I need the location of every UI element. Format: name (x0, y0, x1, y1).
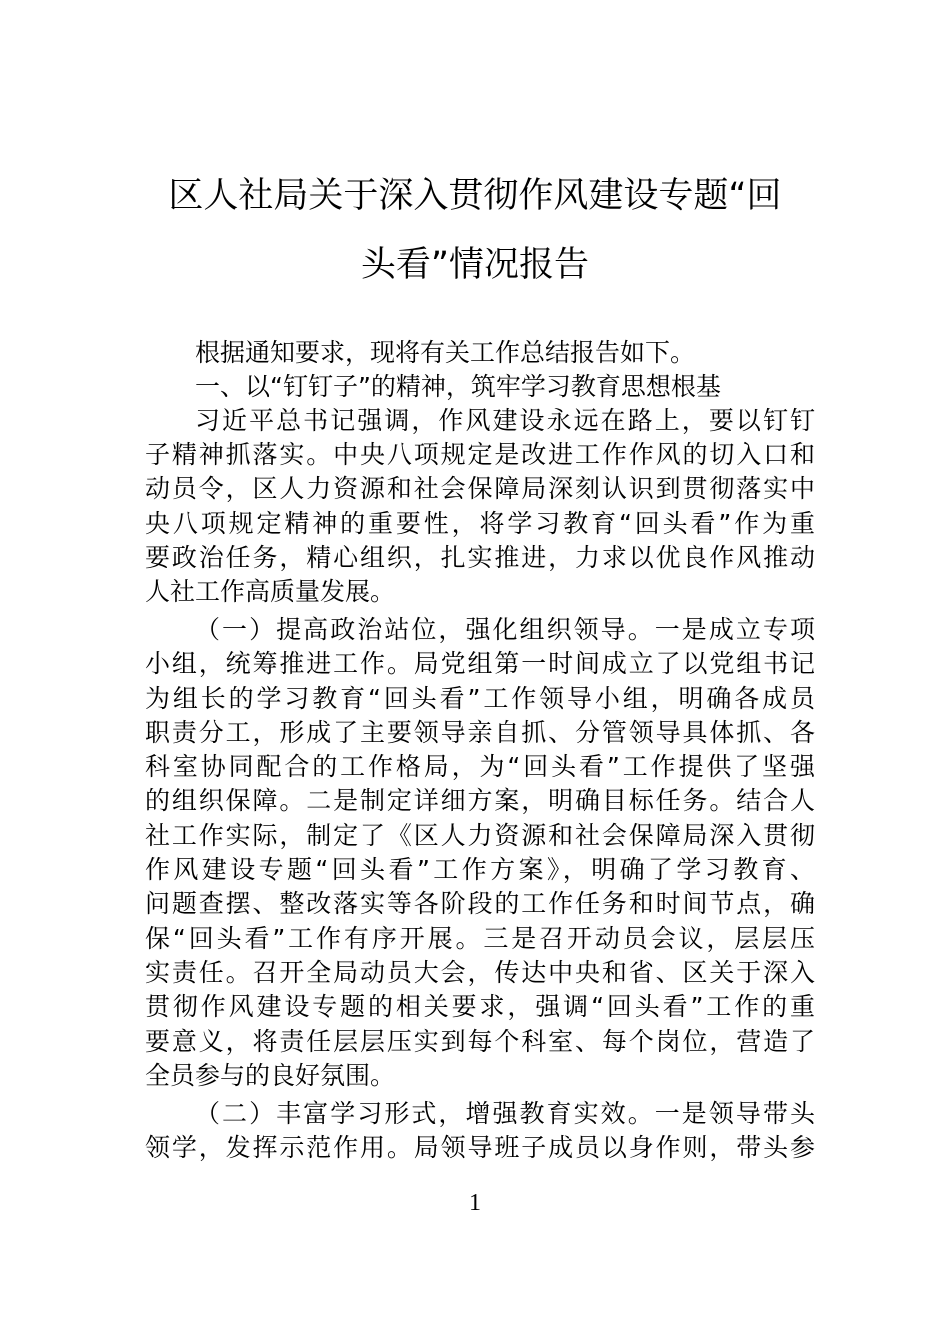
body-line: 小组，统筹推进工作。局党组第一时间成立了以党组书记 (145, 649, 815, 678)
document-title-line-1: 区人社局关于深入贯彻作风建设专题“回 (168, 176, 782, 216)
body-line: 要政治任务，精心组织，扎实推进，力求以优良作风推动 (145, 543, 815, 572)
body-line: 动员令，区人力资源和社会保障局深刻认识到贯彻落实中 (145, 474, 815, 503)
body-line: 央八项规定精神的重要性，将学习教育“回头看”作为重 (145, 509, 815, 538)
body-line: 习近平总书记强调，作风建设永远在路上，要以钉钉 (195, 406, 815, 435)
body-line: 实责任。召开全局动员大会，传达中央和省、区关于深入 (145, 958, 815, 987)
body-line: 科室协同配合的工作格局，为“回头看”工作提供了坚强 (145, 752, 815, 781)
body-line: 作风建设专题“回头看”工作方案》，明确了学习教育、 (145, 855, 815, 884)
body-line: 贯彻作风建设专题的相关要求，强调“回头看”工作的重 (145, 992, 815, 1021)
body-line: （二）丰富学习形式，增强教育实效。一是领导带头 (195, 1099, 815, 1128)
body-line: 社工作实际，制定了《区人力资源和社会保障局深入贯彻 (145, 821, 815, 850)
body-line: 领学，发挥示范作用。局领导班子成员以身作则，带头参 (145, 1133, 815, 1162)
body-line: 问题查摆、整改落实等各阶段的工作任务和时间节点，确 (145, 889, 815, 918)
body-line: 人社工作高质量发展。 (145, 577, 396, 606)
body-line: 职责分工，形成了主要领导亲自抓、分管领导具体抓、各 (145, 718, 815, 747)
body-line: 为组长的学习教育“回头看”工作领导小组，明确各成员 (145, 684, 815, 713)
body-line: 保“回头看”工作有序开展。三是召开动员会议，层层压 (145, 924, 815, 953)
body-line: （一）提高政治站位，强化组织领导。一是成立专项 (195, 615, 815, 644)
body-line: 子精神抓落实。中央八项规定是改进工作作风的切入口和 (145, 440, 815, 469)
page-number: 1 (469, 1190, 481, 1216)
body-line: 的组织保障。二是制定详细方案，明确目标任务。结合人 (145, 786, 815, 815)
body-line: 全员参与的良好氛围。 (145, 1061, 396, 1090)
document-title-line-2: 头看”情况报告 (360, 245, 590, 285)
body-line: 根据通知要求，现将有关工作总结报告如下。 (195, 338, 696, 367)
section-heading-line: 一、以“钉钉子”的精神，筑牢学习教育思想根基 (195, 372, 721, 401)
body-line: 要意义，将责任层层压实到每个科室、每个岗位，营造了 (145, 1027, 815, 1056)
